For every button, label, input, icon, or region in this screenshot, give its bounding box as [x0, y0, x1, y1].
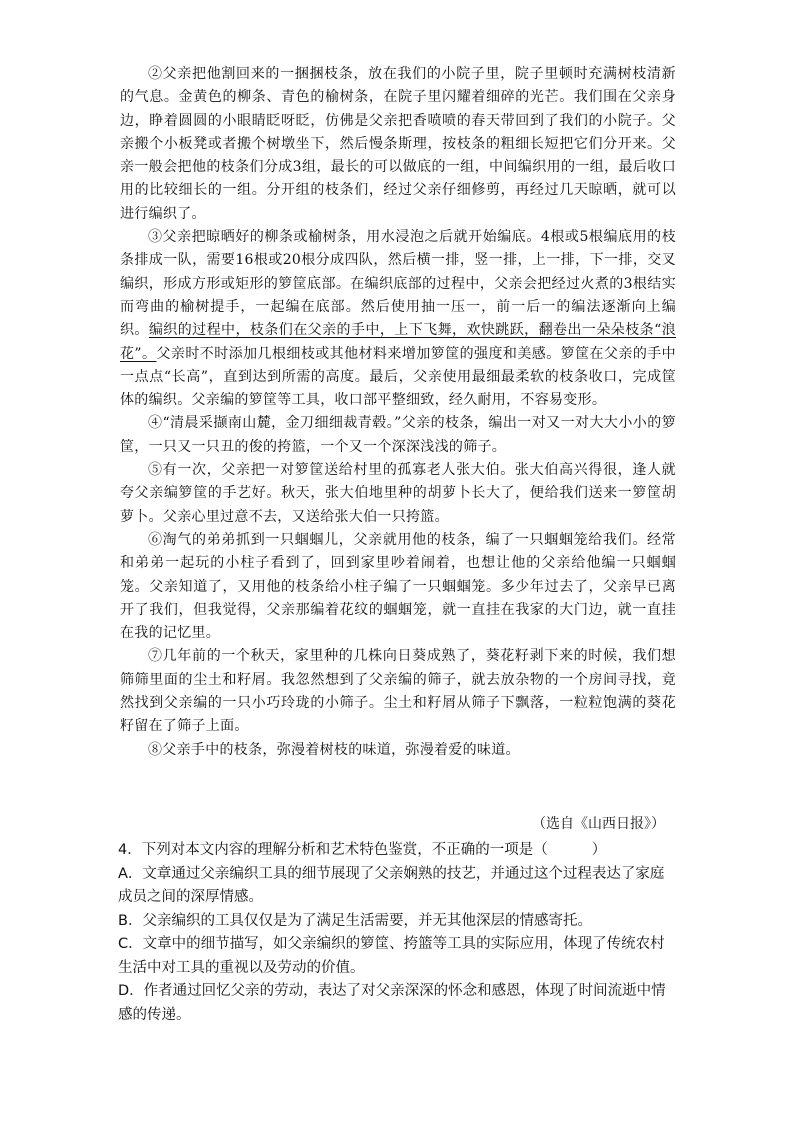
question-stem-close: ）	[591, 842, 607, 858]
underlined-sentence: 编织的过程中，枝条们在父亲的手中，上下飞舞，欢快跳跃，翻卷出一朵朵枝条“浪花”。	[120, 322, 676, 362]
paragraph-3-part-a: ③父亲把晾晒好的柳条或榆树条，用水浸泡之后就开始编底。4根或5根编底用的枝条排成一队，需要16根或20根分成四队，然后横一排，竖一排，上一排，下一排，交叉编织，形成方形或矩形的箩筐底部。在编织底部的过程中，父亲会把经过火煮的3根结实而弯曲的榆树提手，一起编在底部。然后使用抽一压一，前一后一的编法逐渐向上编织。	[120, 229, 676, 339]
option-a[interactable]: A．文章通过父亲编织工具的细节展现了父亲娴熟的技艺，并通过这个过程表达了家庭成员之间的深厚情感。	[118, 865, 665, 905]
paragraph-3-part-b: 父亲时不时添加几根细枝或其他材料来增加箩筐的强度和美感。箩筐在父亲的手中一点点“长高”，直到达到所需的高度。最后，父亲使用最细最柔软的枝条收口，完成筐体的编织。父亲编的箩筐等工具，收口部平整细致，经久耐用，不容易变形。	[120, 345, 676, 409]
question-4	[118, 839, 678, 1027]
option-c[interactable]: C．文章中的细节描写，如父亲编织的箩筐、挎篮等工具的实际应用，体现了传统农村生活中对工具的重视以及劳动的价值。	[118, 936, 665, 976]
article-body	[120, 63, 676, 762]
option-d[interactable]: D．作者通过回忆父亲的劳动，表达了对父亲深深的怀念和感恩，体现了时间流逝中情感的传递。	[118, 983, 666, 1023]
question-stem-text: 4．下列对本文内容的理解分析和艺术特色鉴赏，不正确的一项是（	[118, 842, 548, 858]
question-stem	[118, 839, 678, 863]
option-b[interactable]: B．父亲编织的工具仅仅是为了满足生活需要，并无其他深层的情感寄托。	[118, 912, 592, 929]
paragraph-2: ②父亲把他割回来的一捆捆枝条，放在我们的小院子里，院子里顿时充满树枝清新的气息。金黄色的柳条、青色的榆树条，在院子里闪耀着细碎的光芒。我们围在父亲身边，睁着圆圆的小眼睛眨呀眨，仿佛是父亲把香喷喷的春天带回到了我们的小院子。父亲搬个小板凳或者搬个树墩坐下，然后慢条斯理，按枝条的粗细长短把它们分开来。父亲一般会把他的枝条们分成3组，最长的可以做底的一组，中间编织用的一组，最后收口用的比较细长的一组。分开组的枝条们，经过父亲仔细修剪，再经过几天晾晒，就可以进行编织了。	[120, 66, 676, 222]
paragraph-7: ⑦几年前的一个秋天，家里种的几株向日葵成熟了，葵花籽剥下来的时候，我们想筛筛里面的尘土和籽屑。我忽然想到了父亲编的筛子，就去放杂物的一个房间寻找，竟然找到父亲编的一只小巧玲珑的小筛子。尘土和籽屑从筛子下飘落，一粒粒饱满的葵花籽留在了筛子上面。	[120, 648, 676, 735]
paragraph-3	[120, 226, 676, 412]
article-source: （选自《山西日报》）	[532, 816, 665, 832]
paragraph-5: ⑤有一次，父亲把一对箩筐送给村里的孤寡老人张大伯。张大伯高兴得很，逢人就夸父亲编箩筐的手艺好。秋天，张大伯地里种的胡萝卜长大了，便给我们送来一箩筐胡萝卜。父亲心里过意不去，又送给张大伯一只挎篮。	[120, 462, 676, 525]
paragraph-8: ⑧父亲手中的枝条，弥漫着树枝的味道，弥漫着爱的味道。	[148, 741, 520, 758]
paragraph-4: ④“清晨采撷南山麓，金刀细细裁青毂。”父亲的枝条，编出一对又一对大大小小的箩筐，一只又一只丑的俊的挎篮，一个又一个深深浅浅的筛子。	[120, 415, 676, 455]
paragraph-6: ⑥淘气的弟弟抓到一只蝈蝈儿，父亲就用他的枝条，编了一只蝈蝈笼给我们。经常和弟弟一起玩的小柱子看到了，回到家里吵着闹着，也想让他的父亲给他编一只蝈蝈笼。父亲知道了，又用他的枝条给小柱子编了一只蝈蝈笼。多少年过去了，父亲早已离开了我们，但我觉得，父亲那编着花纹的蝈蝈笼，就一直挂在我家的大门边，就一直挂在我的记忆里。	[120, 531, 676, 642]
